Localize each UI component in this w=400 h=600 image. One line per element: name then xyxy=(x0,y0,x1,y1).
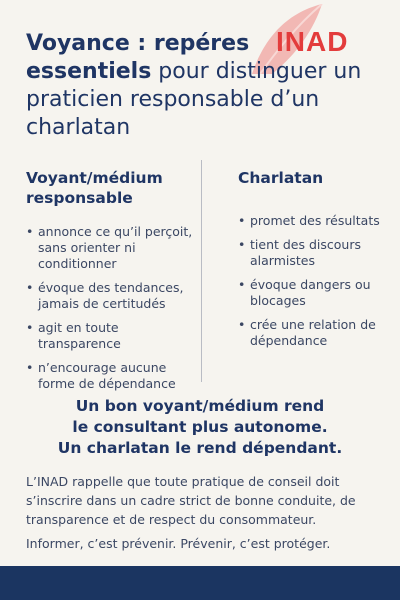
closing-motto: Informer, c’est prévenir. Prévenir, c’est protéger. xyxy=(26,536,331,551)
tagline-line: Un charlatan le rend dépendant. xyxy=(57,439,343,457)
title-bold: Voyance : repéres essentiels xyxy=(26,31,250,84)
tagline-line: Un bon voyant/médium rend xyxy=(75,397,325,415)
inad-statement: L’INAD rappelle que toute pratique de conseil doit s’inscrire dans un cadre strict de bonne conduite, de transparence et de respect du consommateur. xyxy=(26,474,356,527)
responsible-column xyxy=(26,168,196,400)
responsible-list xyxy=(26,224,196,392)
footer-band xyxy=(0,566,400,600)
tagline-line: le consultant plus autonome. xyxy=(72,418,328,436)
list-item: • crée une relation de dépendance xyxy=(238,317,388,349)
list-item: • évoque dangers ou blocages xyxy=(238,277,388,309)
list-item: • n’encourage aucune forme de dépendance xyxy=(26,360,196,392)
charlatan-column xyxy=(238,168,388,357)
title-rest: pour distinguer un praticien responsable d’un charlatan xyxy=(26,59,362,140)
logo-text: INAD xyxy=(276,26,349,57)
list-item: • tient des discours alarmistes xyxy=(238,237,388,269)
list-item: • agit en toute transparence xyxy=(26,320,196,352)
list-item: • annonce ce qu’il perçoit, sans orienter ni conditionner xyxy=(26,224,196,272)
page-title xyxy=(26,30,366,142)
list-item: • promet des résultats xyxy=(238,213,388,229)
charlatan-heading: Charlatan xyxy=(238,169,324,187)
column-divider xyxy=(201,160,202,382)
list-item: • évoque des tendances, jamais de certitudés xyxy=(26,280,196,312)
charlatan-list xyxy=(238,213,388,349)
responsible-heading: Voyant/médium responsable xyxy=(26,169,163,207)
tagline xyxy=(20,396,380,459)
